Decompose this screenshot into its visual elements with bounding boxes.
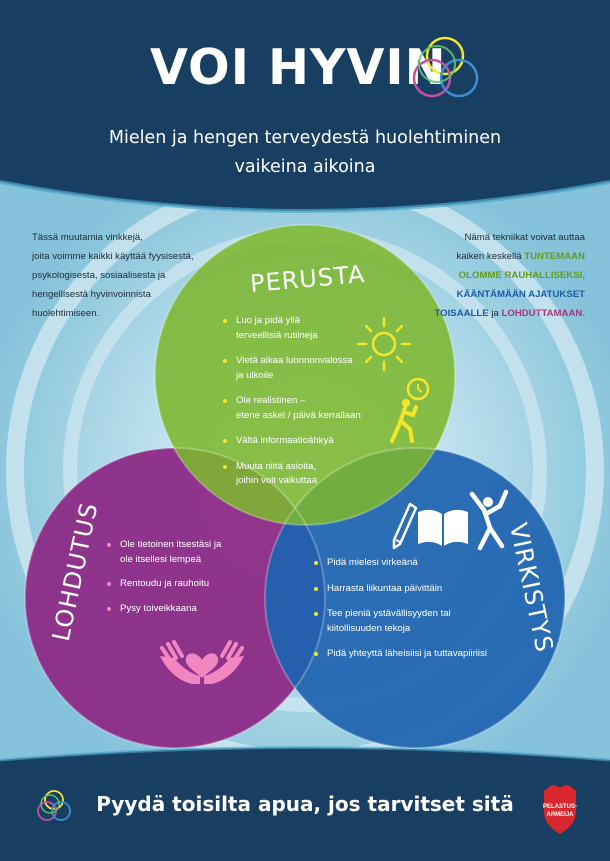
sun-icon [354, 314, 414, 374]
virkistys-list [313, 556, 513, 673]
list-item: Pidä mielesi virkeänä [313, 556, 513, 571]
subtitle-line: vaikeina aikoina [234, 157, 376, 177]
footer-text: Pyydä toisilta apua, jos tarvitset sitä [96, 792, 514, 816]
intro-line: huolehtimiseen. [32, 308, 100, 319]
list-item: Ole tietoinen itsestäsi ja ole itsellesi lempeä [106, 538, 256, 567]
intro-line: psykologisesta, sosiaalisesta ja [32, 270, 166, 281]
highlight-text: TUNTEMAAN [524, 251, 585, 262]
intro-line: kaiken keskellä TUNTEMAAN [456, 251, 585, 262]
poster-subtitle [60, 124, 550, 182]
badge-line: PELASTUS- [542, 804, 578, 810]
list-item: Muuta niitä asioita, joihin voit vaikuttaa [222, 460, 392, 489]
list-item: Pidä yhteyttä läheisiisi ja tuttavapiiriisi [313, 647, 513, 662]
intro-line: joita voimme kaikki käyttää fyysisestä, [32, 251, 194, 262]
lohdutus-list [106, 538, 256, 626]
intro-line: TOISAALLE ja LOHDUTTAMAAN. [434, 308, 585, 319]
subtitle-line: Mielen ja hengen terveydestä huolehtiminen [108, 128, 502, 148]
list-item: Luo ja pidä yllä terveellisiä rutiineja [222, 314, 392, 343]
salvation-army-shield-icon [536, 782, 584, 836]
list-item: Harrasta liikuntaa päivittäin [313, 582, 513, 597]
intro-right-text [380, 228, 585, 323]
book-icon [414, 506, 472, 548]
list-item: Vietä aikaa luonnonvalossa ja ulkoile [222, 354, 392, 383]
stretching-person-icon [466, 488, 512, 552]
list-item: Rentoudu ja rauhoitu [106, 577, 256, 592]
venn-logo-icon [407, 34, 485, 106]
poster-title: VOI HYVIN [150, 39, 447, 96]
perusta-title: PERUSTA [248, 260, 367, 298]
virkistys-title: VIRKISTYS [503, 520, 559, 656]
badge-line: ARMEIJA [546, 812, 574, 818]
list-item: Pysy toiveikkaana [106, 602, 256, 617]
highlight-text: TOISAALLE [434, 308, 489, 319]
intro-line: hengellisestä hyvinvoinnista [32, 289, 151, 300]
intro-line: KÄÄNTÄMÄÄN AJATUKSET [456, 289, 585, 300]
walking-clock-icon [386, 377, 436, 445]
highlight-text: LOHDUTTAMAAN. [501, 308, 585, 319]
heart-hands-icon [156, 638, 248, 690]
intro-left-text [32, 228, 237, 323]
list-item: Ole realistinen – etene askel / päivä kerrallaan [222, 394, 392, 423]
lohdutus-title: LOHDUTUS [46, 499, 104, 644]
list-item: Tee pieniä ystävällisyyden tai kiitollisuuden tekoja [313, 607, 513, 636]
list-item: Vältä informaatioähkyä [222, 434, 392, 449]
intro-line: Nämä tekniikat voivat auttaa [464, 232, 585, 243]
intro-line: Tässä muutamia vinkkejä, [32, 232, 143, 243]
intro-line: OLOMME RAUHALLISEKSI, [458, 270, 585, 281]
